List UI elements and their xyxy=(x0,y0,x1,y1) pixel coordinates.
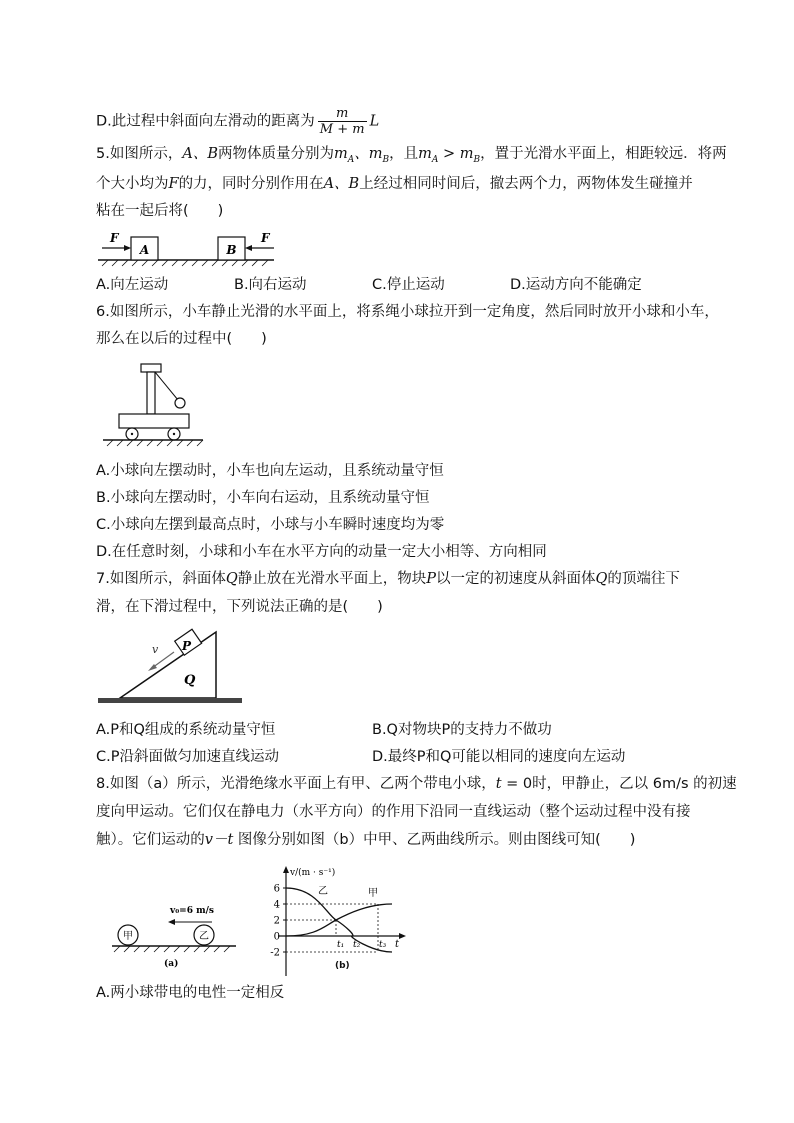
x-axis-arrowhead xyxy=(399,933,406,939)
incline-q xyxy=(120,632,216,698)
curve-yi-label: 乙 xyxy=(318,886,328,897)
v0-arrowhead xyxy=(168,919,175,925)
q6-stem-line2: 那么在以后的过程中( ) xyxy=(96,331,267,347)
y-axis-label: v/(m · s⁻¹) xyxy=(290,868,336,878)
q7-option-c: C.P沿斜面做匀加速直线运动 xyxy=(96,749,279,765)
fraction: $\frac{m}{M + m}$ xyxy=(319,106,365,137)
pendulum-top xyxy=(141,364,161,372)
q5-option-c: C.停止运动 xyxy=(372,277,445,293)
q8-stem-line2: 度向甲运动。它们仅在静电力（水平方向）的作用下沿同一直线运动（整个运动过程中没有接 xyxy=(96,804,691,820)
curve-jia xyxy=(286,904,392,936)
ball-jia-label: 甲 xyxy=(123,931,133,942)
q5-stem-line1: 5.如图所示，A、B两物体质量分别为$m_A$、$m_B$，且$m_A > m_B$，置于光滑水平面上，相距较远．将两 xyxy=(96,146,727,165)
force-arrowhead-right xyxy=(245,245,252,251)
ball-yi-label: 乙 xyxy=(199,931,209,942)
block-p-label: P xyxy=(182,639,192,653)
q4-option-d: D.此过程中斜面向左滑动的距离为 $\frac{m}{M + m}$ L xyxy=(96,106,380,137)
x-axis-label: t xyxy=(395,939,400,950)
q6-figure xyxy=(103,362,213,448)
q6-option-a: A.小球向左摆动时，小车也向左运动，且系统动量守恒 xyxy=(96,463,444,479)
ground-hatch xyxy=(114,946,230,952)
q5-stem-line2: 个大小均为F的力，同时分别作用在A、B上经过相同时间后，撤去两个力，两物体发生碰撞并 xyxy=(96,176,693,192)
q5-stem-line3: 粘在一起后将( ) xyxy=(96,203,224,219)
pendulum-ball xyxy=(175,398,185,408)
force-label-right: F xyxy=(261,231,270,245)
figure-a-caption: (a) xyxy=(164,959,179,969)
q8-stem-line3: 触）。它们运动的v－t 图像分别如图（b）中甲、乙两曲线所示。则由图线可知( ) xyxy=(96,832,636,848)
curve-jia-label: 甲 xyxy=(368,888,378,899)
q6-option-d: D.在任意时刻，小球和小车在水平方向的动量一定大小相等、方向相同 xyxy=(96,544,547,560)
velocity-label: v xyxy=(152,643,159,656)
ground-hatch xyxy=(107,440,203,446)
q5-option-b: B.向右运动 xyxy=(234,277,307,293)
q7-option-d: D.最终P和Q可能以相同的速度向左运动 xyxy=(372,749,626,765)
y-axis-arrowhead xyxy=(283,866,289,873)
x-tick-label: t₃ xyxy=(379,940,387,950)
q7-stem-line2: 滑，在下滑过程中，下列说法正确的是( ) xyxy=(96,599,383,615)
ground-bar xyxy=(98,698,242,703)
x-tick-label: t₁ xyxy=(337,940,345,950)
y-tick-label: 2 xyxy=(273,915,280,927)
q7-option-a: A.P和Q组成的系统动量守恒 xyxy=(96,722,276,738)
v0-label: v₀=6 m/s xyxy=(170,906,214,916)
q8-option-a: A.两小球带电的电性一定相反 xyxy=(96,985,285,1001)
q8-figure-a xyxy=(108,908,243,968)
q6-option-b: B.小球向左摆动时，小车向右运动，且系统动量守恒 xyxy=(96,490,430,506)
q8-stem-line1: 8.如图（a）所示，光滑绝缘水平面上有甲、乙两个带电小球，t = 0时，甲静止，乙以 6m/s 的初速 xyxy=(96,776,737,792)
q5-option-a: A.向左运动 xyxy=(96,277,169,293)
q5-option-d: D.运动方向不能确定 xyxy=(510,277,642,293)
y-tick-label: 0 xyxy=(273,931,280,943)
q7-figure xyxy=(98,626,248,712)
y-tick-label: -2 xyxy=(270,947,280,959)
q6-stem-line1: 6.如图所示，小车静止光滑的水平面上，将系绳小球拉开到一定角度，然后同时放开小球和小车， xyxy=(96,304,719,320)
block-a-label: A xyxy=(139,243,150,257)
force-arrowhead-left xyxy=(124,245,131,251)
block-b-label: B xyxy=(226,243,237,257)
string xyxy=(155,372,178,400)
cart-body xyxy=(119,414,189,428)
y-tick-label: 4 xyxy=(273,899,280,911)
figure-b-caption: (b) xyxy=(335,961,350,971)
x-tick-label: t₂ xyxy=(353,940,361,950)
q6-option-c: C.小球向左摆到最高点时，小球与小车瞬时速度均为零 xyxy=(96,517,445,533)
q8-figure-b xyxy=(256,866,406,976)
q5-figure xyxy=(98,230,282,266)
ground-hatch xyxy=(102,260,268,266)
q7-stem-line1: 7.如图所示，斜面体Q静止放在光滑水平面上，物块P以一定的初速度从斜面体Q的顶端往下 xyxy=(96,571,680,587)
force-label-left: F xyxy=(110,231,119,245)
y-tick-label: 6 xyxy=(273,883,280,895)
pendulum-post xyxy=(147,372,155,414)
incline-label: Q xyxy=(184,673,196,688)
q7-option-b: B.Q对物块P的支持力不做功 xyxy=(372,722,552,738)
